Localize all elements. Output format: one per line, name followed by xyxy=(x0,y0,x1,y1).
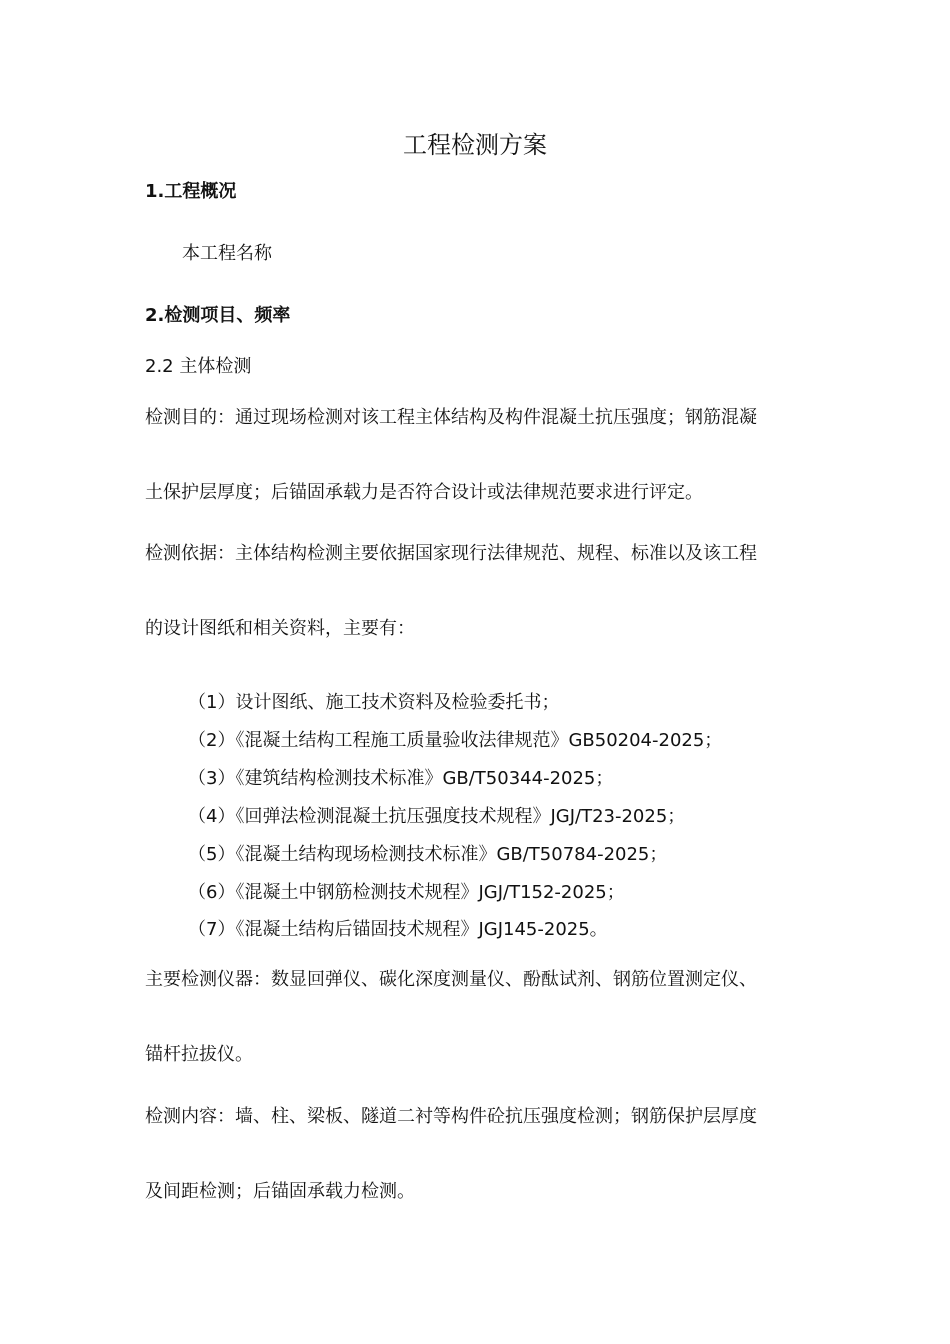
reference-item: （2）《混凝土结构工程施工质量验收法律规范》GB50204-2025； xyxy=(188,730,723,751)
content-line-2: 及间距检测；后锚固承载力检测。 xyxy=(145,1181,415,1202)
reference-item: （4）《回弹法检测混凝土抗压强度技术规程》JGJ/T23-2025； xyxy=(188,806,686,827)
instruments-line-1: 主要检测仪器：数显回弹仪、碳化深度测量仪、酚酞试剂、钢筋位置测定仪、 xyxy=(145,969,757,990)
reference-item: （1）设计图纸、施工技术资料及检验委托书； xyxy=(188,692,560,713)
section-1-heading: 1.工程概况 xyxy=(145,181,237,202)
content-line-1: 检测内容：墙、柱、梁板、隧道二衬等构件砼抗压强度检测；钢筋保护层厚度 xyxy=(145,1106,757,1127)
project-name-text: 本工程名称 xyxy=(182,243,272,264)
purpose-line-2: 土保护层厚度；后锚固承载力是否符合设计或法律规范要求进行评定。 xyxy=(145,482,703,503)
reference-item: （3）《建筑结构检测技术标准》GB/T50344-2025； xyxy=(188,768,614,789)
instruments-line-2: 锚杆拉拔仪。 xyxy=(145,1044,253,1065)
reference-item: （5）《混凝土结构现场检测技术标准》GB/T50784-2025； xyxy=(188,844,668,865)
document-title: 工程检测方案 xyxy=(403,131,547,159)
subsection-2-2-heading: 2.2 主体检测 xyxy=(145,356,252,377)
reference-item: （6）《混凝土中钢筋检测技术规程》JGJ/T152-2025； xyxy=(188,882,625,903)
basis-line-2: 的设计图纸和相关资料，主要有： xyxy=(145,618,415,639)
basis-line-1: 检测依据：主体结构检测主要依据国家现行法律规范、规程、标准以及该工程 xyxy=(145,543,757,564)
section-2-heading: 2.检测项目、频率 xyxy=(145,305,291,326)
reference-item: （7）《混凝土结构后锚固技术规程》JGJ145-2025。 xyxy=(188,919,608,940)
purpose-line-1: 检测目的：通过现场检测对该工程主体结构及构件混凝土抗压强度；钢筋混凝 xyxy=(145,407,757,428)
